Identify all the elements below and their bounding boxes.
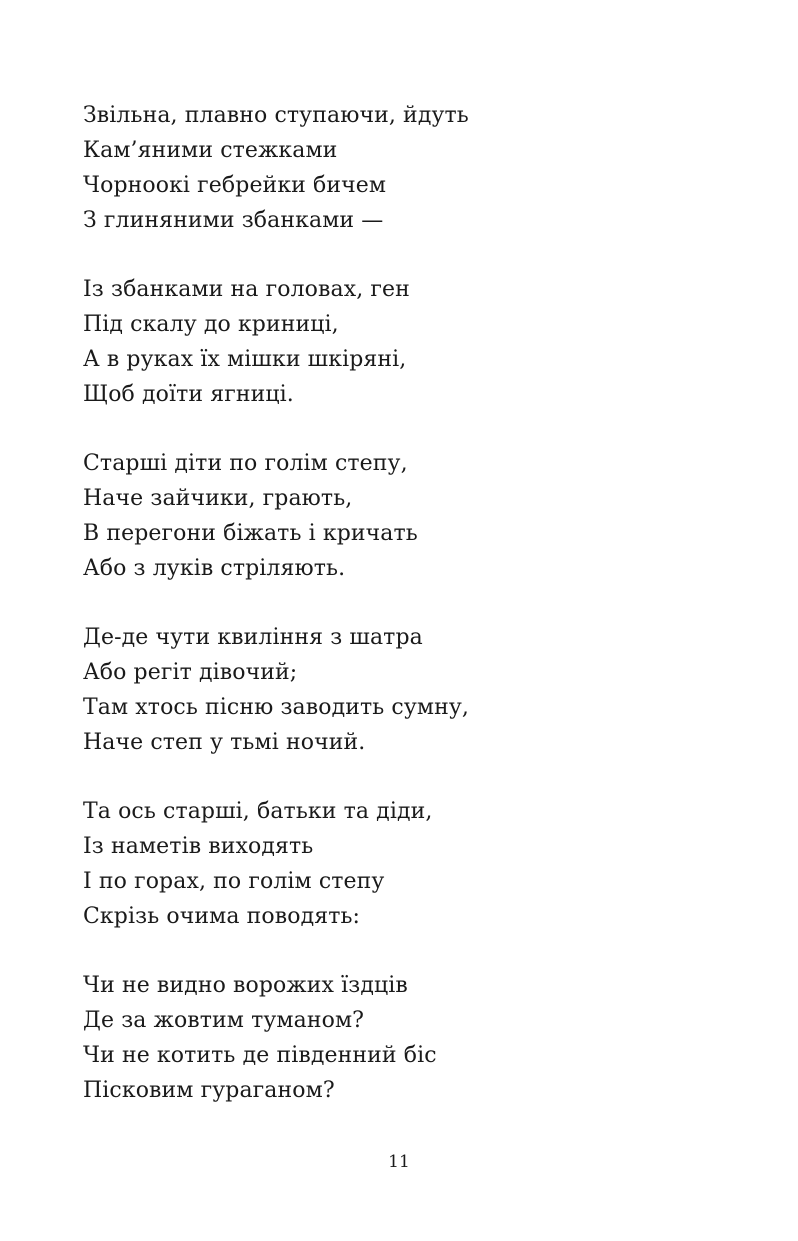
stanza-1 xyxy=(83,98,763,238)
poem-line: Із наметів виходять xyxy=(83,834,314,859)
poem-line: Звільна, плавно ступаючи, йдуть xyxy=(83,103,469,128)
poem-line: З глиняними збанками — xyxy=(83,208,384,233)
poem-line: В перегони біжать і кричать xyxy=(83,521,418,546)
page-number: 11 xyxy=(388,1152,410,1172)
poem-line: І по горах, по голім степу xyxy=(83,869,385,894)
poem-text xyxy=(83,98,763,1142)
poem-line: Чи не видно ворожих їздців xyxy=(83,973,408,998)
poem-line: Із збанками на головах, ген xyxy=(83,277,410,302)
stanza-5 xyxy=(83,794,763,934)
poem-line: Де за жовтим туманом? xyxy=(83,1008,365,1033)
stanza-2 xyxy=(83,272,763,412)
poem-line: Чорноокі гебрейки бичем xyxy=(83,173,387,198)
poem-line: Або регіт дівочий; xyxy=(83,660,298,685)
poem-line: Наче зайчики, грають, xyxy=(83,486,353,511)
poem-line: А в руках їх мішки шкіряні, xyxy=(83,347,407,372)
stanza-6 xyxy=(83,968,763,1108)
poem-line: Там хтось пісню заводить сумну, xyxy=(83,695,470,720)
poem-line: Де-де чути квиління з шатра xyxy=(83,625,423,650)
poem-line: Чи не котить де південний біс xyxy=(83,1043,437,1068)
poem-line: Скрізь очима поводять: xyxy=(83,904,361,929)
poem-line: Пісковим гураганом? xyxy=(83,1078,335,1103)
poem-line: Наче степ у тьмі ночий. xyxy=(83,730,366,755)
poem-line: Старші діти по голім степу, xyxy=(83,451,408,476)
stanza-3 xyxy=(83,446,763,586)
poem-line: Під скалу до криниці, xyxy=(83,312,339,337)
poem-line: Кам’яними стежками xyxy=(83,138,338,163)
poem-line: Та ось старші, батьки та діди, xyxy=(83,799,433,824)
poem-line: Щоб доїти ягниці. xyxy=(83,382,294,407)
poem-line: Або з луків стріляють. xyxy=(83,556,346,581)
stanza-4 xyxy=(83,620,763,760)
